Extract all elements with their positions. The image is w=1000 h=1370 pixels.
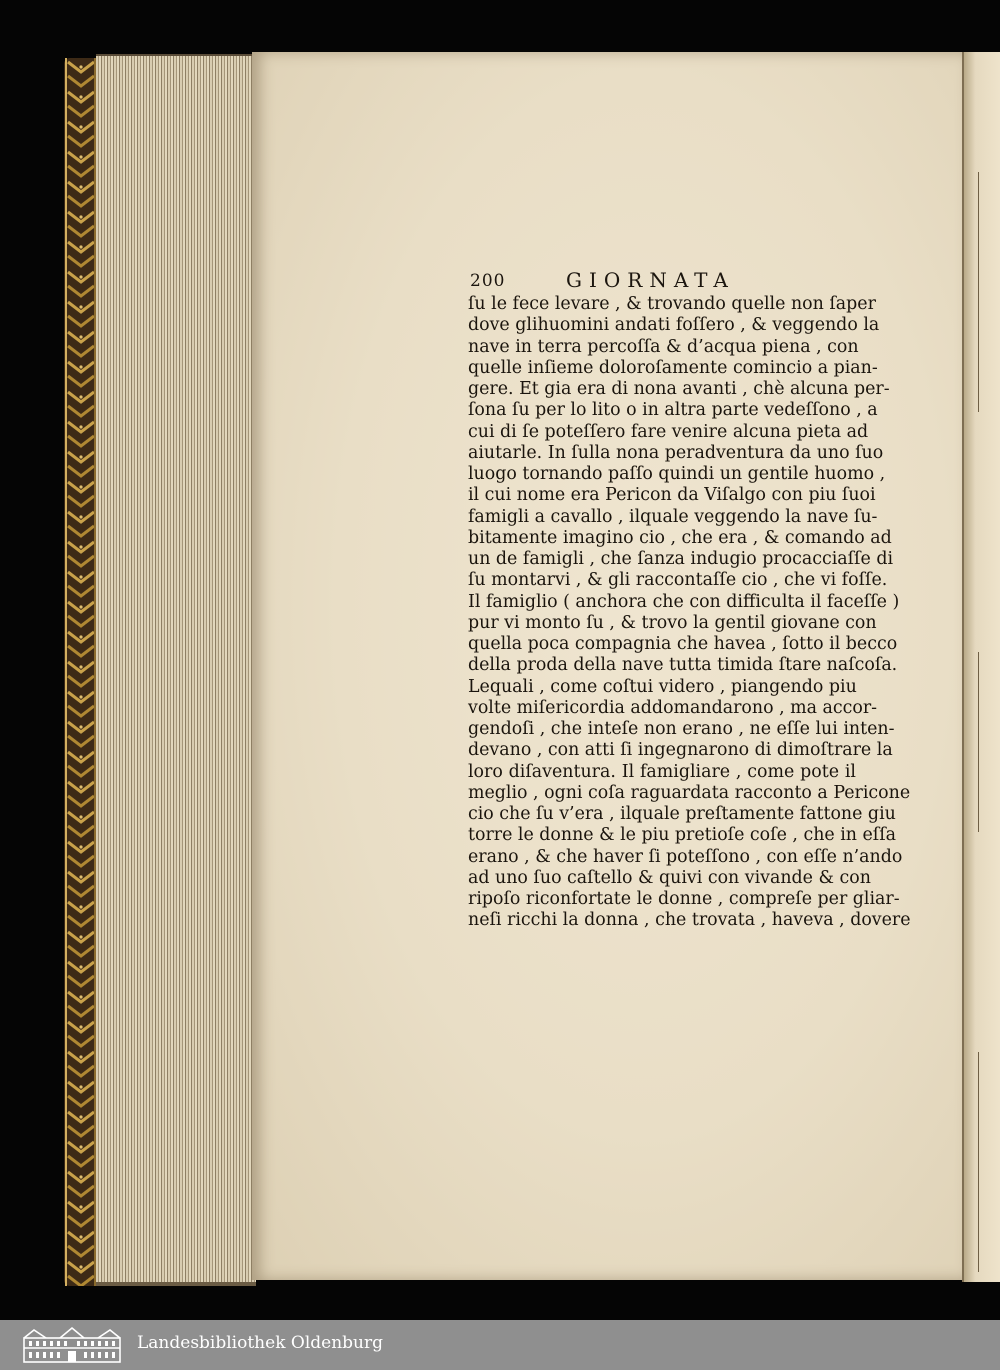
text-line: quelle inſieme doloroſamente comincio a pian- (468, 357, 878, 378)
text-line: dove glihuomini andati foſſero , & veggendo la (468, 315, 880, 336)
text-line: ad uno ſuo caſtello & quivi con vivande & con (468, 867, 871, 888)
text-line: un de famigli , che ſanza indugio procacciaſſe di (468, 549, 894, 569)
text-line: della proda della nave tutta timida ſtare naſcoſa. (468, 655, 898, 676)
text-line: il cui nome era Pericon da Viſalgo con piu ſuoi (468, 485, 876, 506)
text-line: loro diſaventura. Il famigliare , come pote il (468, 761, 856, 782)
text-line: famigli a cavallo , ilquale veggendo la nave ſu- (468, 506, 878, 527)
text-line: nave in terra percoſſa & d’acqua piena , con (468, 336, 859, 357)
page-number: 200 (470, 271, 506, 291)
page-edges (96, 56, 256, 1286)
next-page-edge (962, 52, 1000, 1282)
text-line: volte miſericordia addomandarono , ma accor- (468, 697, 878, 718)
library-name[interactable]: Landesbibliothek Oldenburg (137, 1333, 384, 1353)
page-header (470, 268, 856, 294)
text-line: torre le donne & le piu pretioſe coſe , che in eſſa (468, 825, 897, 846)
text-line: ſona ſu per lo lito o in altra parte vedeſſono , a (468, 400, 878, 421)
gilt-ornament-icon (64, 58, 98, 1286)
text-line: ſu le fece levare , & trovando quelle non ſaper (468, 294, 876, 314)
text-line: pur vi monto ſu , & trovo la gentil giovane con (468, 612, 877, 633)
running-title: GIORNATA (566, 268, 735, 292)
text-line: quella poca compagnia che havea , ſotto il becco (468, 634, 898, 654)
text-line: gendoſi , che inteſe non erano , ne eſſe lui inten- (468, 719, 895, 739)
text-line: neſi ricchi la donna , che trovata , haveva , dovere (468, 910, 911, 931)
text-line: Il famiglio ( anchora che con difficulta il faceſſe ) (468, 591, 900, 612)
text-line: ripoſo riconfortate le donne , compreſe per gliar- (468, 889, 900, 909)
text-line: bitamente imagino cio , che era , & comando ad (468, 527, 892, 548)
text-line: meglio , ogni coſa raguardata racconto a Pericone (468, 782, 911, 803)
text-line: devano , con atti ſi ingegnarono di dimoſtrare la (468, 740, 893, 761)
text-line: cio che ſu v’era , ilquale preſtamente fattone giu (468, 804, 896, 824)
footer-bar (0, 1320, 1000, 1370)
text-line: Lequali , come coſtui videro , piangendo piu (468, 676, 857, 697)
book-spine (64, 58, 98, 1286)
text-line: gere. Et gia era di nona avanti , chè alcuna per- (468, 379, 890, 399)
text-line: luogo tornando paſſo quindi un gentile huomo , (468, 464, 886, 484)
library-building-icon[interactable] (22, 1326, 122, 1364)
text-line: erano , & che haver ſi poteſſono , con eſſe n’ando (468, 846, 903, 867)
body-text (468, 294, 911, 932)
text-line: cui di ſe poteſſero fare venire alcuna pieta ad (468, 421, 869, 442)
text-line: aiutarle. In ſulla nona peradventura da uno ſuo (468, 442, 884, 463)
text-line: ſu montarvi , & gli raccontaſſe cio , che vi foſſe. (468, 570, 888, 591)
